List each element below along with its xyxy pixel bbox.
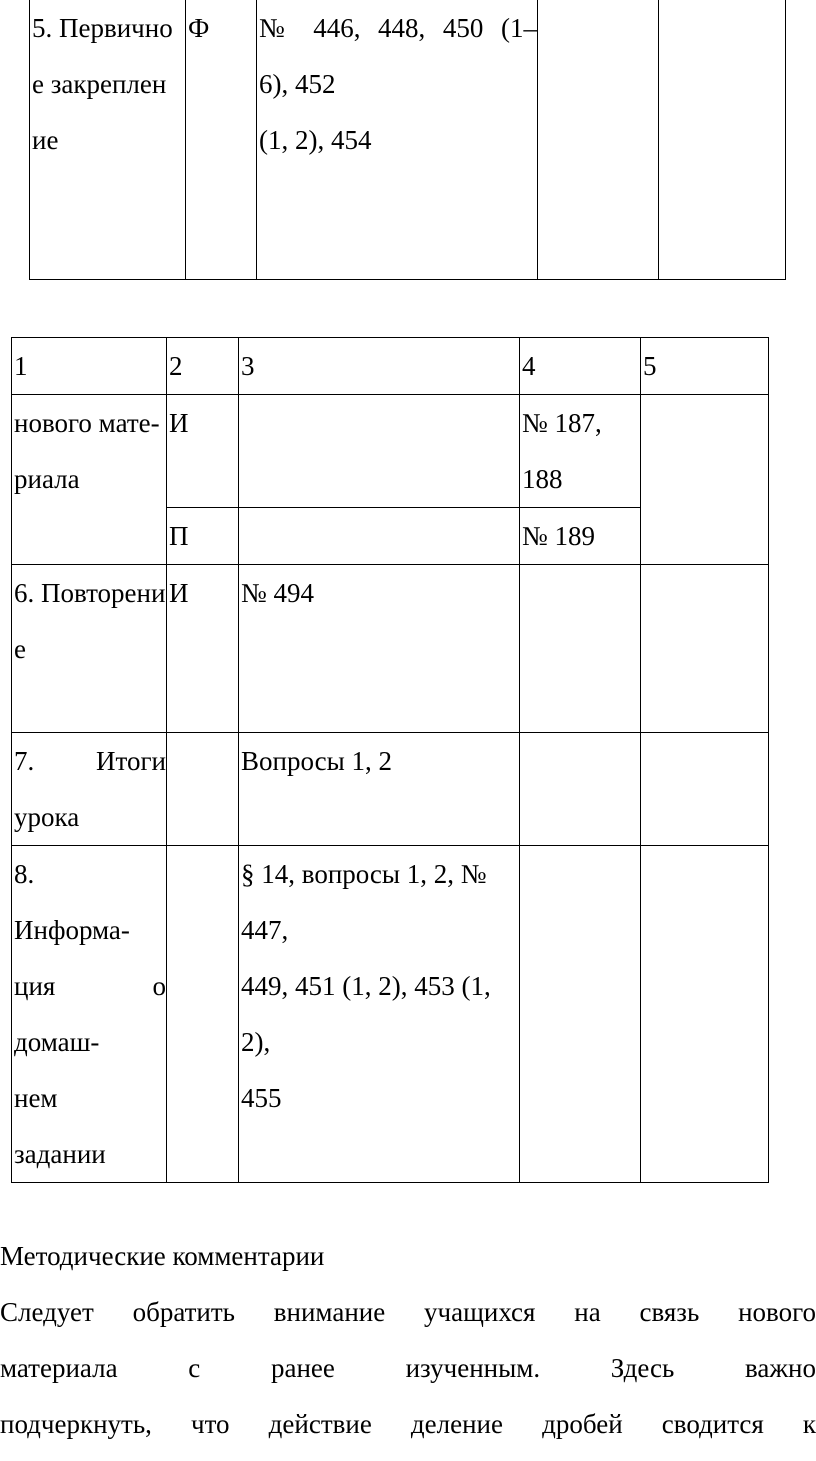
stage-line: Информа- <box>14 915 130 945</box>
table-row <box>12 565 769 733</box>
table-row <box>12 733 769 846</box>
stage-word: 7. <box>14 746 35 776</box>
form-cell: П <box>167 508 239 565</box>
stage-word: о <box>152 971 166 1001</box>
col5-cell <box>641 733 769 846</box>
col3-cell <box>239 395 520 508</box>
comments-body <box>0 1284 816 1452</box>
col3-cell: Вопросы 1, 2 <box>239 733 520 846</box>
col3-line: 455 <box>241 1083 282 1113</box>
body-line: подчеркнуть, что действие деление дробей сводится к <box>0 1409 816 1439</box>
col4-cell <box>520 733 641 846</box>
col5-cell <box>641 565 769 733</box>
col3-cell: № 494 <box>239 565 520 733</box>
tasks-line: № 446, 448, 450 (1– <box>259 13 537 43</box>
comments-title: Методические комментарии <box>0 1241 325 1271</box>
col4-cell <box>520 565 641 733</box>
stage-line: задании <box>14 1139 106 1169</box>
stage-cell <box>12 846 167 1183</box>
stage-cell: нового мате- риала <box>12 395 167 565</box>
col5-cell <box>659 0 786 280</box>
form-cell: Ф <box>186 0 257 280</box>
stage-cell <box>12 733 167 846</box>
header-cell: 1 <box>12 338 167 395</box>
tasks-line: (1, 2), 454 <box>259 125 372 155</box>
col3-line: 447, <box>241 915 289 945</box>
stage-line: 8. <box>14 859 35 889</box>
col3-line: § 14, вопросы 1, 2, № <box>241 859 487 889</box>
col3-cell <box>239 846 520 1183</box>
col4-cell: № 189 <box>520 508 641 565</box>
lesson-table-top <box>29 0 786 280</box>
form-cell <box>167 733 239 846</box>
col3-cell <box>239 508 520 565</box>
lesson-table-main <box>11 337 769 1183</box>
col3-line: 449, 451 (1, 2), 453 (1, <box>241 971 491 1001</box>
stage-word: Итоги <box>96 746 166 776</box>
col3-line: 2), <box>241 1027 271 1057</box>
col4-line: № 187, <box>522 408 602 438</box>
body-line: Следует обратить внимание учащихся на связь нового <box>0 1297 816 1327</box>
col4-cell <box>520 395 641 508</box>
form-cell <box>167 846 239 1183</box>
table-row <box>12 846 769 1183</box>
header-cell: 2 <box>167 338 239 395</box>
stage-line <box>14 958 166 1014</box>
col5-cell <box>641 846 769 1183</box>
stage-line: домаш- <box>14 1027 100 1057</box>
tasks-line: 6), 452 <box>259 69 336 99</box>
header-cell: 3 <box>239 338 520 395</box>
header-cell: 4 <box>520 338 641 395</box>
header-cell: 5 <box>641 338 769 395</box>
table-row <box>30 0 786 280</box>
col4-cell <box>538 0 659 280</box>
col5-cell <box>641 395 769 565</box>
table-row <box>12 395 769 508</box>
stage-line: нем <box>14 1083 58 1113</box>
table-header-row <box>12 338 769 395</box>
stage-word: ция <box>14 971 56 1001</box>
col4-line: 188 <box>522 464 563 494</box>
body-line: материала с ранее изученным. Здесь важно <box>0 1353 816 1383</box>
form-cell: И <box>167 565 239 733</box>
col4-cell <box>520 846 641 1183</box>
tasks-cell <box>257 0 538 280</box>
stage-cell: 5. Первично е закреплен ие <box>30 0 186 280</box>
stage-line: урока <box>14 802 80 832</box>
stage-cell: 6. Повторени е <box>12 565 167 733</box>
form-cell: И <box>167 395 239 508</box>
stage-line <box>14 733 166 789</box>
